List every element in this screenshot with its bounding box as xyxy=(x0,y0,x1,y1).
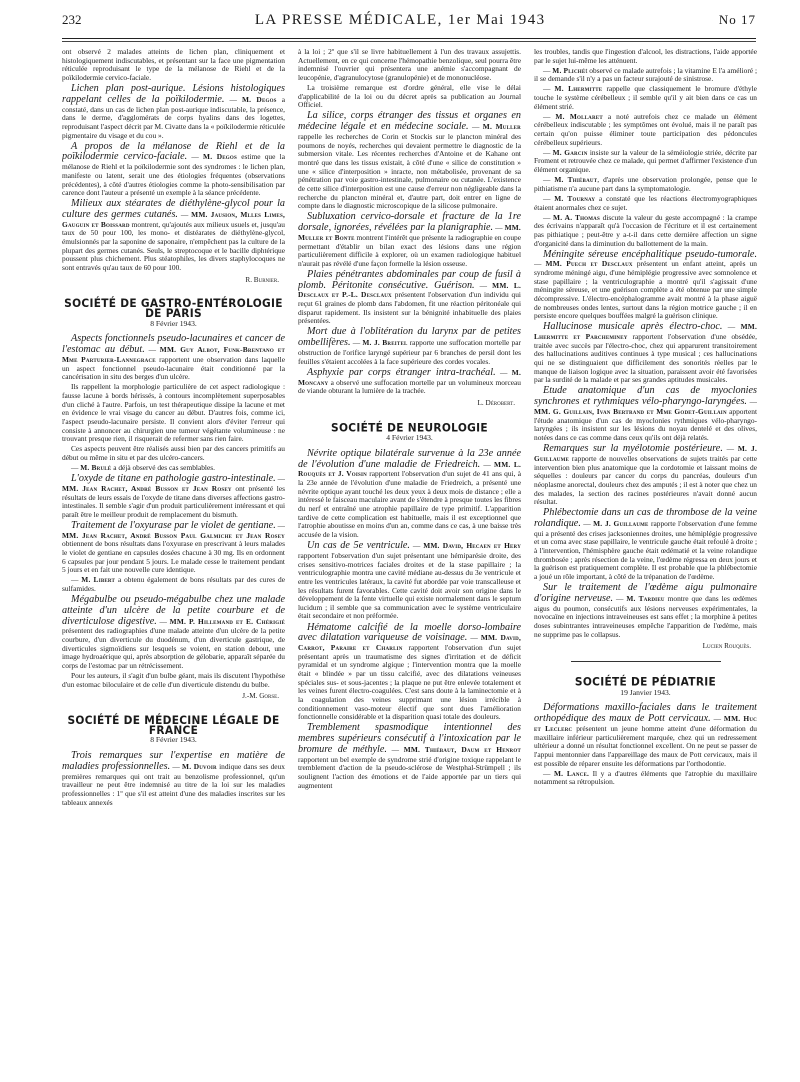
author: M. Degos xyxy=(203,152,237,162)
header-rule xyxy=(62,41,756,42)
article-text: rapportent une observation dans laquelle un aspect fonctionnel pseudo-lacunaire était conditionné par la cancérisation in situ des berges d'un ulcère. xyxy=(62,354,285,382)
article-text: a constaté, dans un cas de lichen plan post-aurique indiscutable, la présence, dans le derme, d'agglomérats de corps hyalins dans des logettes, reproduisant l'aspect décrit par M. Civatte dans la « poïkilodermie réticulée pigmentaire du visage et du cou ». xyxy=(62,94,285,140)
article-title: Milieux aux stéarates de diéthylène-glycol pour la culture des germes cutanés. xyxy=(62,198,285,221)
author: M. A. Thomas xyxy=(553,212,600,222)
article-text: rappelle que classiquement le bromure d'éthyle touche le système cérébelleux ; il semble qu'il y ait bien dans ce cas un élément strié. xyxy=(534,84,757,111)
page-number: 232 xyxy=(62,12,82,27)
article-text: rapporte l'observation d'une femme qui a présenté des crises jacksoniennes droites, une hémiplégie progressive et un coma avec stase papillaire, le ventricule gauche était refoulé à droite ; à l'intervention, l'hémisphère gauche était œdématié et la veine rolandique thrombosée ; après résection de la veine, l'œdème régressa en deux jours et la guérison est pratiquement complète. Il est probable que la phlébectomie a joué un rôle important, à côté de la trépanation de l'œdème. xyxy=(534,519,757,582)
article: Traitement de l'oxyurase par le violet de gentiane. — MM. Jean Rachet, André Busson Paul Galmiche et Jean Rosey obtiennent de bons résultats dans l'oxyurase en prescrivant à leurs malades le violet de gentiane en capsules dosées chacune à 30 mg. Ils en ordonnent 6 capsules par jour pendant 5 jours. Le malade cesse le traitement pendant 5 jours et en fait une nouvelle cure identique. xyxy=(62,519,285,575)
author: MM. Puech et Desclaux xyxy=(545,259,633,269)
paragraph: Ils rappellent la morphologie particulière de cet aspect radiologique : fausse lacune à bords hérissés, à contours incomplètement superposables d'un cliché à l'autre. Parfois, un test thérapeutique dissipe la lacune et met en évidence le vrai visage du cancer au début. D'autres fois, comme ici, l'aspect pseudo-lacunaire persiste. Il convient alors d'éviter l'erreur qui consiste à annoncer au chirurgien une tumeur végétante volumineuse : ne trouvant presque rien, il risquerait de refermer sans rien faire. xyxy=(62,382,285,444)
paragraph: ont observé 2 malades atteints de lichen plan, cliniquement et histologiquement indiscutables, et présentant sur la face une pigmentation réticulée reproduisant le type de la mélanose de Riehl et de la poïkilodermie cervico-faciale. xyxy=(62,48,285,82)
article: A propos de la mélanose de Riehl et de la poïkilodermie cervico-faciale. — M. Degos estime que la mélanose de Riehl et la poïkilodermie sont des syndromes : le lichen plan, manifeste ou latent, serait une des étiologies fréquentes (observations précédentes), à côté d'autres étiologies comme la photo-sensibilisation par carence dont l'auteur a présenté un exemple à la séance précédente. xyxy=(62,140,285,198)
article-text: obtiennent de bons résultats dans l'oxyurase en prescrivant à leurs malades le violet de gentiane en capsules dosées chacune à 30 mg. Ils en ordonnent 6 capsules par jour pendant 5 jours. Le malade cesse le traitement pendant 5 jours et en fait une nouvelle cure identique. xyxy=(62,539,285,575)
article-title: Plaies pénétrantes abdominales par coup de fusil à plomb. Péritonite consécutive. Guérison. xyxy=(298,268,521,291)
author: M. Moncany xyxy=(298,367,521,387)
author: MM. G. Guillain, Ivan Bertrand et Mme Godet-Guillain xyxy=(534,407,727,417)
author: M. J. Guillaume xyxy=(593,519,649,528)
society-heading: SOCIÉTÉ DE MÉDECINE LÉGALE DE FRANCE xyxy=(67,713,280,737)
article-text: montrent l'intérêt que présente la radiographie en coupe permettant d'établir un bilan exact des lésions dans une région particulièrement difficile à explorer, où un examen radiologique habituel n'aurait pas révélé d'une façon formelle la lésion osseuse. xyxy=(298,232,521,268)
paragraph: les troubles, tandis que l'ingestion d'alcool, les distractions, l'aide apportée par le sujet lui-même les atténuent. xyxy=(534,48,757,65)
author: M. Degos xyxy=(241,94,277,104)
article-text: rapporte une suffocation mortelle par obstruction de l'orifice laryngé supérieur par 6 branches de persil dont les feuilles s'étaient accolées à la face supérieure des cordes vocales. xyxy=(298,338,521,366)
remark: — M. Garcin insiste sur la valeur de la séméiologie striée, décrite par Froment et retrouvée chez ce malade, qui permet d'affirmer l'existence d'un élément organique. xyxy=(534,147,757,175)
article-title: Mégabulbe ou pseudo-mégabulbe chez une malade atteinte d'un ulcère de la petite courbure et de diverticulose digestive. xyxy=(62,594,285,627)
article: Hallucinose musicale après électro-choc. — MM. Lhermitte et Parcheminey rapportent l'observation d'une obsédée, traitée avec succès par l'électro-choc, chez qui apparurent transitoirement des hallucinations auditives continues à type musical ; ces hallucinations qui ne se distinguaient que difficilement des sonorités réelles par le manque de liaison logique avec la situation, paraissent avoir été favorisées par la surdité de la malade et par ses grandes aptitudes musicales. xyxy=(534,321,757,385)
article-title: Névrite optique bilatérale survenue à la 23e année de l'évolution d'une maladie de Friedreich. xyxy=(298,447,521,470)
article: Névrite optique bilatérale survenue à la 23e année de l'évolution d'une maladie de Friedreich. — MM. L. Rouquès et J. Voisin rapportent l'observation d'un sujet de 41 ans qui, à la 23e année de l'évolution d'une maladie de Friedreich, a présenté une névrite optique ayant touché les deux yeux à deux mois de distance ; elle a intéressé le faisceau maculaire avant de s'étendre à presque toutes les fibres du nerf et entraîné une atrophie papillaire de type primitif. L'apparition tardive de cette complication est habituelle, mais il est exceptionnel que l'atrophie aboutisse en moins d'un an, comme dans ce cas, à une baisse très accusée de la vision. xyxy=(298,447,521,540)
article-title: A propos de la mélanose de Riehl et de la poïkilodermie cervico-faciale. xyxy=(62,140,285,163)
author: M. Lance. xyxy=(553,768,590,778)
author: MM. Jausion, Mlles Limes, Gauguin et Boissard xyxy=(62,210,285,229)
article: Hématome calcifié de la moelle dorso-lombaire avec dilatation variqueuse de voisinage. — MM. David, Carrot, Paraire et Charlin rapportent l'observation d'un sujet présentant après un traumatisme des signes d'irritation et de déficit pyramidal et un syndrome algique ; l'intervention montra que la moelle était « blindée » par un tissu calcifié, avec des dilatations veineuses spéciales sus- et sous-jacentes ; la plaque ne put être enlevée totalement et les veines furent électro-coagulées. C'est sans doute à la laminectomie et à la coagulation des veines supprimant une lésion irrécible à conditionnement vaso-moteur électif que sont dues l'amélioration fonctionnelle considérable et la disparition quasi totale des douleurs. xyxy=(298,621,521,722)
signature: J.-M. Gorse. xyxy=(242,692,279,701)
author: M. J. Guillaume xyxy=(534,444,757,463)
article-text: a noté autrefois chez ce malade un élément cérébelleux indiscutable ; les symptômes ont évolué, mais il ne paraît pas certain qu'on puisse éliminer toute participation des pédoncules cérébelleux supérieurs. xyxy=(534,111,757,147)
author: M. Tardieu xyxy=(626,593,665,603)
article-title: Mort due à l'oblitération du larynx par de petites ombellifères. xyxy=(298,326,521,349)
author: M. Brulé xyxy=(80,463,112,473)
article-title: Déformations maxillo-faciales dans le traitement orthopédique des maux de Pott cervicaux. xyxy=(534,702,757,725)
author: M. Thiébaut xyxy=(554,175,598,185)
author: M. Lhermitte xyxy=(554,84,603,94)
article-text: rapportent l'observation d'une obsédée, traitée avec succès par l'électro-choc, chez qui apparurent transitoirement des hallucinations auditives continues à type musical ; ces hallucinations qui ne se distinguaient que difficilement des sonorités réelles par le manque de liaison logique avec la situation, paraissent avoir été favorisées par la surdité de la malade et par ses grandes aptitudes musicales. xyxy=(534,332,757,385)
article-title: Subluxation cervico-dorsale et fracture de la 1re dorsale, ignorées, révélées par la planigraphie. xyxy=(298,211,521,234)
article-text: indique dans ses deux premières remarques qui ont trait au benzolisme professionnel, qu'un travailleur ne peut être indemnisé au titre de la loi sur les maladies professionnelles : 1º que s'il est atteint d'une des maladies inscrites sur les tableaux annexés xyxy=(62,761,285,807)
session-date: 4 Février 1943. xyxy=(386,433,433,443)
article-text: rappelle les recherches de Corin et Stockis sur le plancton minéral des poumons de noyés, recherches qui devaient permettre le diagnostic de la submersion vitale. Les récentes recherches d'Antoine et de Kahane ont montré que dans les tissus existait, à côté d'une « silice de constitution » une « silice d'interposition » inracte, non métabolisée, provenant de sa pénétration par voie gastro-intestinale, pulmonaire ou cutanée. L'existence de cette silice d'interposition est une cause d'erreur non négligeable dans la recherche du plancton minéral et, d'autre part, doit entrer en ligne de compte dans le diagnostic microscopique de la silicose pulmonaire. xyxy=(298,131,521,211)
society-heading: SOCIÉTÉ DE NEUROLOGIE xyxy=(331,420,488,435)
section-rule xyxy=(571,661,721,662)
article: Etude anatomique d'un cas de myoclonies synchrones et rythmiques vélo-pharyngo-laryngées. — MM. G. Guillain, Ivan Bertrand et Mme Godet-Guillain apportent l'étude anatomique d'un cas de myoclonies rythmiques vélo-pharyngo-laryngées ; ils insistent sur les lésions du noyau dentelé et des olives, notées dans ce cas comme dans ceux qu'ils ont déjà relatés. xyxy=(534,385,757,443)
columns xyxy=(62,48,758,1078)
column-2 xyxy=(298,48,521,1078)
author: MM. L. Rouquès et J. Voisin xyxy=(298,459,521,479)
article: Subluxation cervico-dorsale et fracture de la 1re dorsale, ignorées, révélées par la planigraphie. — MM. Muller et Bonte montrent l'intérêt que présente la radiographie en coupe permettant d'établir un bilan exact des lésions dans une région particulièrement difficile à explorer, où un examen radiologique habituel n'aurait pas révélé d'une façon formelle la lésion osseuse. xyxy=(298,211,521,268)
article-text: a obtenu également de bons résultats par des cures de sulfamides. xyxy=(62,575,285,594)
article: Mégabulbe ou pseudo-mégabulbe chez une malade atteinte d'un ulcère de la petite courbure et de diverticulose digestive. — MM. P. Hillemand et E. Chérigié présentent des radiographies d'une malade atteinte d'un ulcère de la petite courbure, d'un diverticule du duodénum, d'un diverticule gastrique, de diverticules sigmoïdiens sur lesquels se voient, en station debout, une image hydroaérique qui, après absorption de gélobarie, apparaît séparée du corps de l'estomac par un rétrécissement. xyxy=(62,594,285,671)
author: MM. Thiébaut, Daum et Henrot xyxy=(403,745,521,755)
article: Phlébectomie dans un cas de thrombose de la veine rolandique. — M. J. Guillaume rapporte l'observation d'une femme qui a présenté des crises jacksoniennes droites, une hémiplégie progressive et un coma avec stase papillaire, le ventricule gauche était refoulé à droite ; à l'intervention, l'hémisphère gauche était œdématié et la veine rolandique thrombosée ; après résection de la veine, l'œdème régressa en deux jours et la guérison est pratiquement complète. Il est probable que la phlébectomie a joué un rôle important, à côté de la trépanation de l'œdème. xyxy=(534,507,757,582)
article-text: a observé une suffocation mortelle par un volumineux morceau de viande obturant la lumière de la trachée. xyxy=(298,377,521,396)
article-title: Méningite séreuse encéphalitique pseudo-tumorale. xyxy=(543,248,757,260)
session-date: 8 Février 1943. xyxy=(150,318,197,328)
article-text: a déjà observé des cas semblables. xyxy=(113,463,215,473)
author: M. Muller xyxy=(482,122,521,132)
journal-title: LA PRESSE MÉDICALE, 1er Mai 1943 xyxy=(254,12,546,28)
article-text: a constaté que les réactions électromyographiques étaient anormales chez ce sujet. xyxy=(534,193,757,212)
article: Sur le traitement de l'œdème aigu pulmonaire d'origine nerveuse. — M. Tardieu montre que dans les œdèmes aigus du poumon, consécutifs aux lésions nerveuses expérimentales, la novocaïne en injections intraveineuses est sans effet ; la morphine à petites doses subintrantes intraveineuses empêche l'apparition de l'œdème, mais ne supprime pas le collapsus. xyxy=(534,582,757,639)
article-title: La silice, corps étranger des tissus et organes en médecine légale et en médecine sociale. xyxy=(298,110,521,133)
article-title: L'oxyde de titane en pathologie gastro-intestinale. xyxy=(71,473,276,485)
article: Tremblement spasmodique intentionnel des membres supérieurs consécutif à l'intoxication par le bromure de méthyle. — MM. Thiébaut, Daum et Henrot rapportent un bel exemple de syndrome strié d'origine toxique rappelant le tremblement d'action de la pseudo-sclérose de Westphal-Strümpell ; ils soulignent l'action des émotions et de l'aide apportée par un tiers qui augmentent xyxy=(298,722,521,790)
author: M. Garcin xyxy=(552,147,588,157)
paragraph: à la loi ; 2º que s'il se livre habituellement à l'un des travaux assujettis. Actuellement, en ce qui concerne l'hémopathie benzolique, seul pourra être indemnisé l'ouvrier qui présentera une anémie s'accompagnant de leucopénie, d'agranulocytose (granulopénie) et de mononucléose. xyxy=(298,48,521,82)
article-title: Lichen plan post-aurique. Lésions histologiques rappelant celles de la poïkilodermie. xyxy=(62,83,285,105)
article-text: rapportent l'observation d'un sujet présentant une hémiparésie droite, des crises sensitivo-motrices faciales droites et de la stase papillaire ; la ventriculographie montra une cavité médiane au-dessus du 3e ventricule et entre les ventricules latéraux, la cavité fut abordée par voie transcalleuse et les résultats furent favorables. Cette cavité doit avoir son origine dans le développement de la fente virtuelle qui existe normalement dans le septum lucidum ; il semble que sa communication avec le système ventriculaire était secondaire et non préformée. xyxy=(298,550,521,621)
paragraph: La troisième remarque est d'ordre général, elle vise le délai d'applicabilité de la loi ou du décret après sa publication au Journal Officiel. xyxy=(298,83,521,110)
article: Aspects fonctionnels pseudo-lacunaires et cancer de l'estomac au début. — MM. Guy Albot, Funk-Brentano et Mme Parturier-Lannegrace rapportent une observation dans laquelle un aspect fonctionnel pseudo-lacunaire était conditionné par la cancérisation in situ des berges d'un ulcère. xyxy=(62,333,285,382)
article-text: rapportent l'observation d'un sujet présentant après un traumatisme des signes d'irritation et de déficit pyramidal et un syndrome algique ; l'intervention montra que la moelle était « blindée » par un tissu calcifié, avec des dilatations veineuses spéciales sus- et sous-jacentes ; la plaque ne put être enlevée totalement et les veines furent électro-coagulées. C'est sans doute à la laminectomie et à la coagulation des veines supprimant une lésion irrécible à conditionnement vaso-moteur électif que sont dues l'amélioration fonctionnelle considérable et la disparition quasi totale des douleurs. xyxy=(298,643,521,722)
session-date: 19 Janvier 1943. xyxy=(620,687,671,697)
remark: — M. Lhermitte rappelle que classiquement le bromure d'éthyle touche le système cérébelleux ; il semble qu'il y ait bien dans ce cas un élément strié. xyxy=(534,84,757,111)
article-title: Hématome calcifié de la moelle dorso-lombaire avec dilatation variqueuse de voisinage. xyxy=(298,621,521,644)
article-text: , d'après une observation prolongée, pense que le pithiatisme n'a aucune part dans la symptomatologie. xyxy=(534,175,757,193)
article: Trois remarques sur l'expertise en matière de maladies professionnelles. — M. Duvoir indique dans ses deux premières remarques qui ont trait au benzolisme professionnel, qu'un travailleur ne peut être indemnisé au titre de la loi sur les maladies professionnelles : 1º que s'il est atteint d'une des maladies inscrites sur les tableaux annexés xyxy=(62,750,285,807)
column-1 xyxy=(62,48,285,1078)
remark: — M. Lance. Il y a d'autres éléments que l'atrophie du maxillaire notamment sa rétropulsion. xyxy=(534,768,757,787)
author: M. J. Breitel xyxy=(362,338,408,348)
article-text: insiste sur la valeur de la séméiologie striée, décrite par Froment et retrouvée chez ce malade, qui permet d'affirmer l'existence d'un élément organique. xyxy=(534,147,757,175)
column-3 xyxy=(534,48,757,1078)
article-text: présentent l'observation d'un individu qui reçut 61 graines de plomb dans l'abdomen, fit une réaction péritonéale qui disparut rapidement. Ils insistent sur la bénignité inhabituelle des plaies présentées. xyxy=(298,290,521,326)
article: Déformations maxillo-faciales dans le traitement orthopédique des maux de Pott cervicaux. — MM. Huc et Leclerc présentent un jeune homme atteint d'une déformation du maxillaire inférieur particulièrement marquée, chez qui un redressement ultérieur a donné un résultat fonctionnel excellent. On ne peut se passer de l'appui mentonnier dans l'appareillage des maux de Pott cervicaux, mais il est possible de réparer ensuite les déformations par l'orthodontie. xyxy=(534,702,757,768)
article-title: Phlébectomie dans un cas de thrombose de la veine rolandique. xyxy=(534,507,757,529)
article-text: montrent, qu'ajoutés aux milieux usuels et, jusqu'au taux de 50 pour 100, les mono- et distéarates de diéthylène-glycol, émulsionnés par la saponine de saponaire, n'empêchent pas la culture de la plupart des germes cutanés. Seuls, le streptocoque et le bacille diphtérique poussent plus chichement. Plus stéatophiles, les divers staphylocoques ne sont entravés qu'au taux de 60 pour 100. xyxy=(62,219,285,273)
author: M. Pliché xyxy=(552,65,586,75)
article-text: rapportent l'observation d'un sujet de 41 ans qui, à la 23e année de l'évolution d'une maladie de Friedreich, a présenté une névrite optique ayant touché les deux yeux à deux mois de distance ; elle a intéressé le faisceau maculaire avant de s'étendre à presque toutes les fibres du nerf et entraîné une atrophie papillaire de type primitif. L'apparition tardive de cette complication est habituelle, mais il est exceptionnel que l'atrophie aboutisse en moins d'un an, comme dans ce cas, à une baisse très accusée de la vision. xyxy=(298,469,521,540)
article: L'oxyde de titane en pathologie gastro-intestinale. — MM. Jean Rachet, André Busson et Jean Rosey ont présenté les résultats de leurs essais de l'oxyde de titane dans diverses affections gastro-intestinales. Il semble s'agir d'un produit particulièrement intéressant et qui paraît être le meilleur produit de remplacement du bismuth. xyxy=(62,473,285,519)
article-title: Trois remarques sur l'expertise en matière de maladies professionnelles. xyxy=(62,750,285,772)
article: Un cas de 5e ventricule. — MM. David, Hecaen et Hery rapportent l'observation d'un sujet présentant une hémiparésie droite, des crises sensitivo-motrices faciales droites et de la stase papillaire ; la ventriculographie montra une cavité médiane au-dessus du 3e ventricule et entre les ventricules latéraux, la cavité fut abordée par voie transcalleuse et les résultats furent favorables. Cette cavité doit avoir son origine dans le développement de la fente virtuelle qui existe normalement dans le septum lucidum ; il semble que sa communication avec le système ventriculaire était secondaire et non préformée. xyxy=(298,540,521,621)
author: M. Mollaret xyxy=(555,111,603,121)
paragraph: — M. Libert a obtenu également de bons résultats par des cures de sulfamides. xyxy=(62,575,285,594)
article-title: Etude anatomique d'un cas de myoclonies synchrones et rythmiques vélo-pharyngo-laryngées. xyxy=(534,385,757,408)
article-title: Traitement de l'oxyurase par le violet de gentiane. xyxy=(71,519,276,531)
article-title: Asphyxie par corps étranger intra-trachéal. xyxy=(307,366,496,378)
page-header xyxy=(62,12,756,39)
article: Milieux aux stéarates de diéthylène-glycol pour la culture des germes cutanés. — MM. Jausion, Mlles Limes, Gauguin et Boissard montrent, qu'ajoutés aux milieux usuels et, jusqu'au taux de 50 pour 100, les mono- et distéarates de diéthylène-glycol, émulsionnés par la saponine de saponaire, n'empêchent pas la culture de la plupart des germes cutanés. Seuls, le streptocoque et le bacille diphtérique poussent plus chichement. Plus stéatophiles, les divers staphylocoques ne sont entravés qu'au taux de 60 pour 100. xyxy=(62,198,285,273)
article-text: ont présenté les résultats de leurs essais de l'oxyde de titane dans diverses affections gastro-intestinales. Il semble s'agir d'un produit particulièrement intéressant et qui paraît être le meilleur produit de remplacement du bismuth. xyxy=(62,483,285,519)
paragraph: — M. Brulé a déjà observé des cas semblables. xyxy=(71,463,215,473)
issue-number: No 17 xyxy=(718,12,756,27)
article-text: présentent un enfant atteint, après un syndrome méningé aigu, d'une hémiplégie progressive avec somnolence et stase papillaire ; la ventriculographie a montré qu'il s'agissait d'une méningite séreuse, et une guérison complète a été obtenue par une simple décompressive. L'électro-encéphalogramme avait montré à la phase aiguë de nombreuses ondes lentes, surtout dans la région motrice gauche ; il en persiste encore quelques bouffées malgré la guérison clinique. xyxy=(534,259,757,321)
article: Asphyxie par corps étranger intra-trachéal. — M. Moncany a observé une suffocation mortelle par un volumineux morceau de viande obturant la lumière de la trachée. xyxy=(298,366,521,396)
article-text: présentent des radiographies d'une malade atteinte d'un ulcère de la petite courbure, d'un diverticule du duodénum, d'un diverticule gastrique, de diverticules sigmoïdiens sur lesquels se voient, en station debout, une image hydroaérique qui, après absorption de gélobarie, apparaît séparée du corps de l'estomac par un rétrécissement. xyxy=(62,626,285,671)
remark: — M. Tournay a constaté que les réactions électromyographiques étaient anormales chez ce sujet. xyxy=(534,193,757,212)
article-title: Sur le traitement de l'œdème aigu pulmonaire d'origine nerveuse. xyxy=(534,582,757,604)
society-heading: SOCIÉTÉ DE PÉDIATRIE xyxy=(574,675,717,689)
article-text: apportent l'étude anatomique d'un cas de myoclonies rythmiques vélo-pharyngo-laryngées ; ils insistent sur les lésions du noyau dentelé et des olives, notées dans ce cas comme dans ceux qu'ils ont déjà relatés. xyxy=(534,407,757,443)
article-text: estime que la mélanose de Riehl et la poïkilodermie sont des syndromes : le lichen plan, manifeste ou latent, serait une des étiologies fréquentes (observations précédentes), à côté d'autres étiologies comme la photo-sensibilisation par carence dont l'auteur a présenté un exemple à la séance précédente. xyxy=(62,152,285,198)
author: MM. Jean Rachet, André Busson et Jean Rosey xyxy=(62,483,232,493)
remark: — M. Mollaret a noté autrefois chez ce malade un élément cérébelleux indiscutable ; les symptômes ont évolué, mais il ne paraît pas certain qu'on puisse éliminer toute participation des pédoncules cérébelleux supérieurs. xyxy=(534,111,757,147)
article: Remarques sur la myélotomie postérieure. — M. J. Guillaume rapporte de nouvelles observations de sujets traités par cette intervention bien plus anatomique que la cordotomie et laissant moins de séquelles : douleurs par cancer du corps du pancréas, douleurs d'un néoplasme anorectal, douleurs chez des amputés ; il est à noter que chez un des malades, la section des racines postérieures n'avait donné aucun résultat. xyxy=(534,443,757,507)
article-title: Aspects fonctionnels pseudo-lacunaires et cancer de l'estomac au début. xyxy=(62,333,285,356)
remark: — M. Thiébaut, d'après une observation prolongée, pense que le pithiatisme n'a aucune part dans la symptomatologie. xyxy=(534,175,757,193)
society-heading: SOCIÉTÉ DE GASTRO-ENTÉROLOGIE DE PARIS xyxy=(64,297,283,321)
signature: Lucien Rouquès. xyxy=(702,642,751,651)
author: MM. L. Desclaux et P.-L. Desclaux xyxy=(298,280,521,300)
article: Mort due à l'oblitération du larynx par de petites ombellifères. — M. J. Breitel rapporte une suffocation mortelle par obstruction de l'orifice laryngé supérieur par 6 branches de persil dont les feuilles s'étaient accolées à la face supérieure des cordes vocales. xyxy=(298,326,521,366)
article: Plaies pénétrantes abdominales par coup de fusil à plomb. Péritonite consécutive. Guérison. — MM. L. Desclaux et P.-L. Desclaux présentent l'observation d'un individu qui reçut 61 graines de plomb dans l'abdomen, fit une réaction péritonéale qui disparut rapidement. Ils insistent sur la bénignité inhabituelle des plaies présentées. xyxy=(298,268,521,326)
article-text: présentent un jeune homme atteint d'une déformation du maxillaire inférieur particulièrement marquée, chez qui un redressement ultérieur a donné un résultat fonctionnel excellent. On ne peut se passer de l'appui mentonnier dans l'appareillage des maux de Pott cervicaux, mais il est possible de réparer ensuite les déformations par l'orthodontie. xyxy=(534,723,757,768)
article-text: rapportent un bel exemple de syndrome strié d'origine toxique rappelant le tremblement d'action de la pseudo-sclérose de Westphal-Strümpell ; ils soulignent l'action des émotions et de l'aide apportée par un tiers qui augmentent xyxy=(298,754,521,790)
article-text: rapporte de nouvelles observations de sujets traités par cette intervention bien plus anatomique que la cordotomie et laissant moins de séquelles : douleurs par cancer du corps du pancréas, douleurs d'un néoplasme anorectal, douleurs chez des amputés ; il est à noter que chez un des malades, la section des racines postérieures n'avait donné aucun résultat. xyxy=(534,453,757,507)
signature: R. Burnier. xyxy=(245,275,279,284)
article: Méningite séreuse encéphalitique pseudo-tumorale. — MM. Puech et Desclaux présentent un enfant atteint, après un syndrome méningé aigu, d'une hémiplégie progressive avec somnolence et stase papillaire ; la ventriculographie a montré qu'il s'agissait d'une méningite séreuse, et une guérison complète a été obtenue par une simple décompressive. L'électro-encéphalogramme avait montré à la phase aiguë de nombreuses ondes lentes, surtout dans la région motrice gauche ; il en persiste encore quelques bouffées malgré la guérison clinique. xyxy=(534,248,757,321)
article: Lichen plan post-aurique. Lésions histologiques rappelant celles de la poïkilodermie. — M. Degos a constaté, dans un cas de lichen plan post-aurique indiscutable, la présence, dans le derme, d'agglomérats de corps hyalins dans des logettes, reproduisant l'aspect décrit par M. Civatte dans la « poïkilodermie réticulée pigmentaire du visage et du cou ». xyxy=(62,83,285,140)
article-text: t observé ce malade autrefois ; la vitamine E l'a amélioré ; il se demande s'il n'y a pas un facteur surajouté de sinistrose. xyxy=(534,65,757,84)
author: M. Duvoir xyxy=(182,761,217,771)
remark: — M. Plichét observé ce malade autrefois ; la vitamine E l'a amélioré ; il se demande s'il n'y a pas un facteur surajouté de sinistrose. xyxy=(534,65,757,84)
author: MM. P. Hillemand et E. Chérigié xyxy=(169,616,285,626)
author: MM. Muller et Bonte xyxy=(298,223,521,242)
article-title: Remarques sur la myélotomie postérieure. xyxy=(543,443,723,455)
article-text: montre que dans les œdèmes aigus du poumon, consécutifs aux lésions nerveuses expérimentales, la novocaïne en injections intraveineuses est sans effet ; la morphine à petites doses subintrantes intraveineuses empêche l'apparition de l'œdème, mais ne supprime pas le collapsus. xyxy=(534,593,757,639)
article-title: Un cas de 5e ventricule. xyxy=(307,540,410,552)
author: MM. David, Hecaen et Hery xyxy=(423,541,521,551)
article-text: Il y a d'autres éléments que l'atrophie du maxillaire notamment sa rétropulsion. xyxy=(534,768,757,787)
author: M. Tournay xyxy=(554,193,596,203)
author: MM. Huc et Leclerc xyxy=(534,714,757,733)
author: MM. David, Carrot, Paraire et Charlin xyxy=(298,633,521,653)
session-date: 8 Février 1943. xyxy=(150,735,197,745)
article-title: Hallucinose musicale après électro-choc. xyxy=(543,321,723,333)
remark: — M. A. Thomas discute la valeur du geste accompagné : la crampe des écrivains n'apparaît qu'à l'occasion de l'écriture et il est certainement pas pithiatique ; peut-être y a-t-il dans cette dernière affection un signe d'organicité dans la diminution du ballottement de la main. xyxy=(534,212,757,248)
signature: L. Dérobert. xyxy=(477,398,515,407)
author: M. Libert xyxy=(81,575,116,585)
paragraph: Pour les auteurs, il s'agit d'un bulbe géant, mais ils discutent l'hypothèse d'un estomac biloculaire et de celle d'un diverticule distendu du bulbe. xyxy=(62,671,285,689)
article-text: discute la valeur du geste accompagné : la crampe des écrivains n'apparaît qu'à l'occasion de l'écriture et il est certainement pas pithiatique ; peut-être y a-t-il dans cette dernière affection un signe d'organicité dans la diminution du ballottement de la main. xyxy=(534,212,757,248)
author: MM. Jean Rachet, André Busson Paul Galmiche et Jean Rosey xyxy=(62,530,285,540)
article: La silice, corps étranger des tissus et organes en médecine légale et en médecine sociale. — M. Muller rappelle les recherches de Corin et Stockis sur le plancton minéral des poumons de noyés, recherches qui devaient permettre le diagnostic de la submersion vitale. Les récentes recherches d'Antoine et de Kahane ont montré que dans les tissus existait, à côté d'une « silice de constitution » une « silice d'interposition » inracte, non métabolisée, provenant de sa pénétration par voie gastro-intestinale, pulmonaire ou cutanée. L'existence de cette silice d'interposition est une cause d'erreur non négligeable dans la recherche du plancton minéral et, d'autre part, doit entrer en ligne de compte dans le diagnostic microscopique de la silicose pulmonaire. xyxy=(298,110,521,211)
paragraph: Ces aspects peuvent être réalisés aussi bien par des cancers primitifs au début ou même in situ et par des ulcéro-cancers. xyxy=(62,444,285,462)
author: MM. Lhermitte et Parcheminey xyxy=(534,322,757,342)
author: MM. Guy Albot, Funk-Brentano et Mme Parturier-Lannegrace xyxy=(62,345,285,364)
article-title: Tremblement spasmodique intentionnel des membres supérieurs consécutif à l'intoxication par le bromure de méthyle. xyxy=(298,722,521,756)
